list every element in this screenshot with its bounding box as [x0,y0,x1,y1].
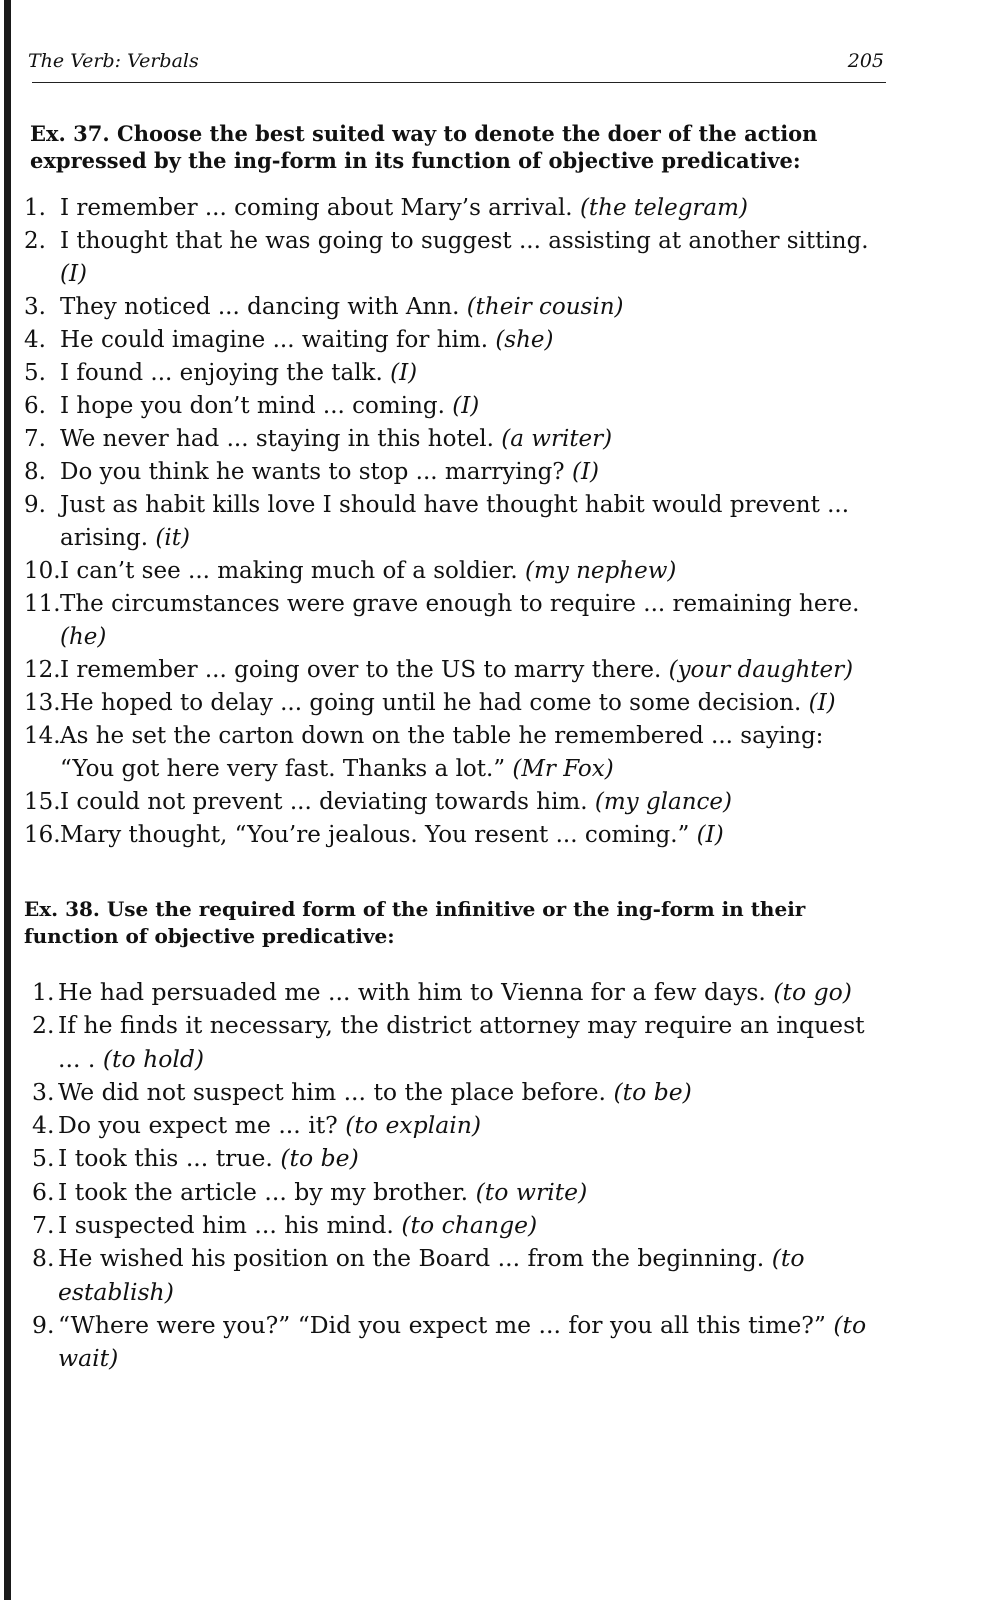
exercise-item [24,588,884,654]
item-hint: (my nephew) [525,558,677,584]
item-hint: (the telegram) [579,195,748,221]
item-number: 9. [32,1310,55,1339]
item-sentence: I could not prevent ... deviating towards him. [60,789,588,815]
item-hint: (I) [452,393,480,419]
item-hint: (it) [155,525,190,551]
item-number: 8. [24,459,46,485]
item-number: 6. [24,393,46,419]
exercise-item [24,357,884,390]
item-number: 5. [24,360,46,386]
exercise-item [24,1109,884,1142]
exercise-item [24,192,884,225]
exercise-item [24,1176,884,1209]
item-sentence: He could imagine ... waiting for him. [60,327,489,353]
item-sentence: As he set the carton down on the table he remembered ... saying: “You got here very fast. Thanks a lot.” [60,723,824,782]
item-hint: (my glance) [594,789,733,815]
exercise-37-label: Ex. 37. [30,121,110,146]
item-number: 7. [24,426,46,452]
exercise-item [24,786,884,819]
item-number: 4. [32,1111,55,1140]
item-number: 2. [32,1011,55,1040]
item-sentence: If he finds it necessary, the district attorney may require an inquest ... . [58,1011,865,1073]
exercise-item [24,1009,884,1076]
item-sentence: Do you think he wants to stop ... marrying? [60,459,565,485]
exercise-item [24,1242,884,1309]
item-hint: (to write) [475,1177,588,1206]
item-sentence: We did not suspect him ... to the place before. [58,1077,606,1106]
exercise-item [24,555,884,588]
exercise-38-instruction: Use the required form of the infinitive or the ing-form in their function of objective predicative: [24,897,806,948]
exercise-item [24,687,884,720]
item-sentence: I found ... enjoying the talk. [60,360,383,386]
item-number: 11. [24,591,61,617]
exercise-item [24,489,884,555]
item-hint: (she) [495,327,554,353]
exercise-item [24,423,884,456]
item-number: 10. [24,558,61,584]
item-number: 3. [32,1077,55,1106]
item-sentence: Just as habit kills love I should have thought habit would prevent ... arising. [60,492,850,551]
item-hint: (to hold) [102,1044,205,1073]
exercise-item [24,1209,884,1242]
item-hint: (to be) [613,1077,692,1106]
item-number: 15. [24,789,61,815]
item-sentence: He had persuaded me ... with him to Vienna for a few days. [58,978,766,1006]
exercise-37-list [24,192,884,852]
item-sentence: He wished his position on the Board ... from the beginning. [58,1244,765,1273]
item-sentence: I took the article ... by my brother. [58,1177,469,1206]
exercise-item [24,324,884,357]
exercise-item [24,819,884,852]
item-number: 6. [32,1177,55,1206]
exercise-item [24,390,884,423]
item-sentence: Do you expect me ... it? [58,1111,338,1140]
item-sentence: They noticed ... dancing with Ann. [60,294,460,320]
item-sentence: I remember ... going over to the US to marry there. [60,657,662,683]
exercise-37-heading [24,120,884,174]
exercise-38-heading [24,896,884,950]
item-number: 9. [24,492,46,518]
item-sentence: I can’t see ... making much of a soldier. [60,558,518,584]
exercise-item [24,1142,884,1175]
item-hint: (your daughter) [668,657,854,683]
header-rule [32,82,886,83]
exercise-38-list [24,976,884,1376]
exercise-item [24,456,884,489]
item-hint: (their cousin) [466,294,624,320]
item-hint: (he) [60,624,107,650]
item-sentence: He hoped to delay ... going until he had come to some decision. [60,690,802,716]
item-hint: (I) [390,360,418,386]
exercise-item [24,225,884,291]
item-hint: (Mr Fox) [512,756,614,782]
item-hint: (to wait) [58,1310,867,1373]
item-number: 12. [24,657,61,683]
item-hint: (a writer) [501,426,613,452]
exercise-item [24,976,884,1009]
book-page [24,44,884,1376]
item-number: 1. [32,978,55,1006]
item-number: 16. [24,822,61,848]
item-hint: (I) [696,822,724,848]
page-number: 205 [847,50,884,72]
item-hint: (to go) [773,978,852,1006]
exercise-item [24,291,884,324]
item-hint: (to establish) [58,1244,805,1306]
item-sentence: I took this ... true. [58,1144,273,1173]
item-sentence: The circumstances were grave enough to require ... remaining here. [60,591,860,617]
item-number: 5. [32,1144,55,1173]
chapter-title: The Verb: Verbals [28,50,199,72]
item-sentence: Mary thought, “You’re jealous. You resent ... coming.” [60,822,690,848]
item-sentence: “Where were you?” “Did you expect me ... for you all this time?” [58,1310,826,1339]
exercise-item [24,654,884,687]
exercise-item [24,720,884,786]
running-header [24,44,884,84]
exercise-item [24,1076,884,1109]
item-number: 8. [32,1244,55,1273]
item-hint: (to change) [401,1211,538,1240]
item-sentence: We never had ... staying in this hotel. [60,426,494,452]
item-number: 13. [24,690,61,716]
item-hint: (to explain) [345,1111,482,1140]
item-hint: (I) [571,459,600,485]
item-number: 2. [24,228,46,254]
exercise-item [24,1309,884,1376]
item-hint: (I) [808,690,836,716]
item-number: 7. [32,1211,55,1240]
item-sentence: I suspected him ... his mind. [58,1211,394,1240]
item-hint: (to be) [280,1144,359,1173]
item-hint: (I) [60,261,88,287]
item-sentence: I thought that he was going to suggest ... assisting at another sitting. [60,228,869,254]
page-binding-edge [4,0,11,1600]
item-sentence: I remember ... coming about Mary’s arrival. [60,195,573,221]
item-number: 3. [24,294,46,320]
item-number: 4. [24,327,46,353]
item-sentence: I hope you don’t mind ... coming. [60,393,445,419]
exercise-38-label: Ex. 38. [24,897,100,921]
item-number: 14. [24,723,61,749]
exercise-37-instruction: Choose the best suited way to denote the doer of the action expressed by the ing-form in its function of objective predicative: [30,121,818,173]
item-number: 1. [24,195,46,221]
